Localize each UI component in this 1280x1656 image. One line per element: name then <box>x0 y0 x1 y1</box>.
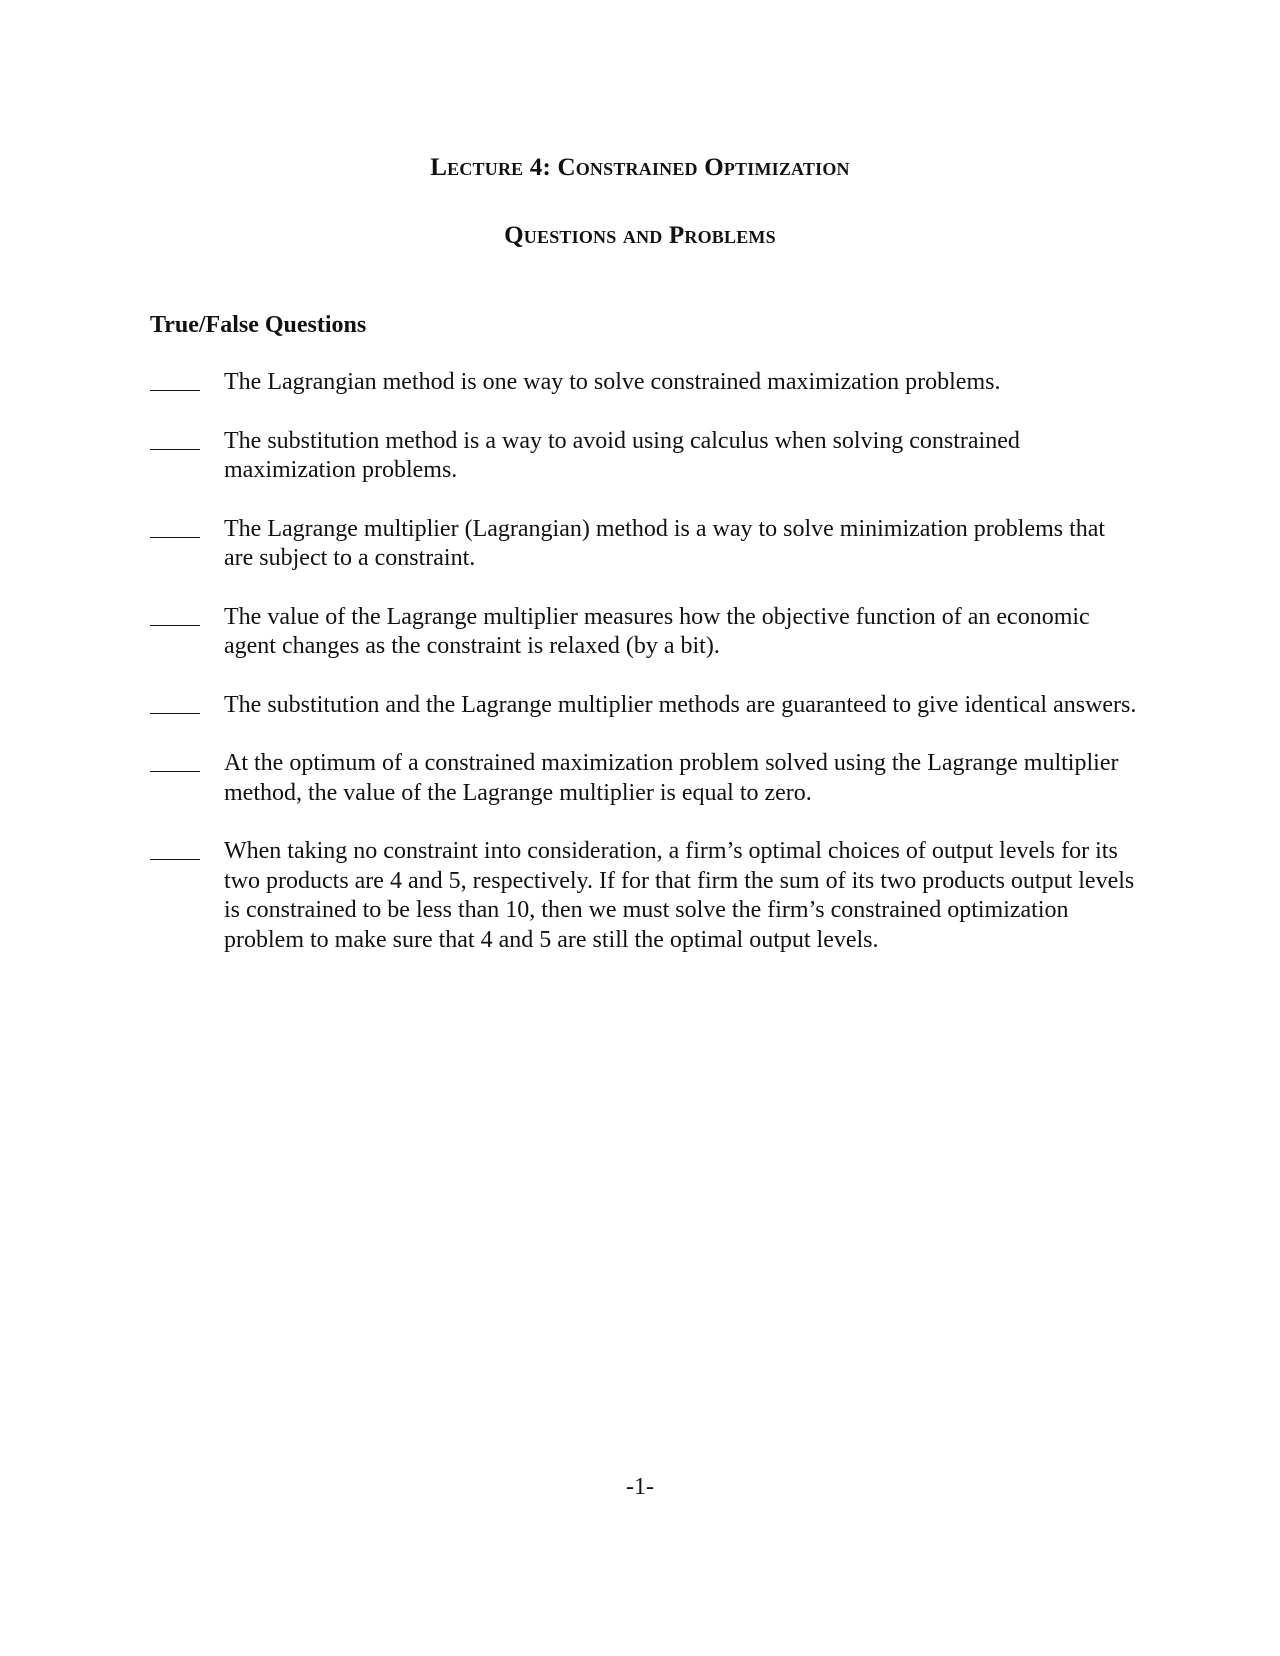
question-item-7 <box>150 837 1140 955</box>
question-text-1: The Lagrangian method is one way to solve constrained maximization problems. <box>224 369 1001 395</box>
question-item-5 <box>150 691 1140 721</box>
page-title: Lecture 4: Constrained Optimization <box>430 154 850 181</box>
answer-blank-6[interactable] <box>150 749 200 772</box>
answer-blank-4[interactable] <box>150 603 200 626</box>
question-text-5: The substitution and the Lagrange multiplier methods are guaranteed to give identical answers. <box>224 691 1137 718</box>
question-item-3 <box>150 515 1140 574</box>
question-item-1 <box>150 368 1140 398</box>
page-subtitle: Questions and Problems <box>504 222 776 249</box>
question-text-4: The value of the Lagrange multiplier measures how the objective function of an economic agent changes as the constraint is relaxed (by a bit). <box>224 603 1090 659</box>
question-item-4 <box>150 603 1140 662</box>
answer-blank-3[interactable] <box>150 515 200 538</box>
question-text-2: The substitution method is a way to avoid using calculus when solving constrained maximization problems. <box>224 427 1020 483</box>
question-text-6: At the optimum of a constrained maximization problem solved using the Lagrange multiplier method, the value of the Lagrange multiplier is equal to zero. <box>224 750 1119 806</box>
question-text-7: When taking no constraint into consideration, a firm’s optimal choices of output levels for its two products are 4 and 5, respectively. If for that firm the sum of its two products output levels is constrained to be less than 10, then we must solve the firm’s constrained optimization problem to make sure that 4 and 5 are still the optimal output levels. <box>224 838 1135 953</box>
answer-blank-5[interactable] <box>150 691 200 714</box>
answer-blank-7[interactable] <box>150 837 200 860</box>
question-item-2 <box>150 427 1140 486</box>
section-heading-true-false: True/False Questions <box>150 312 367 338</box>
answer-blank-2[interactable] <box>150 427 200 450</box>
question-list <box>150 368 1140 984</box>
question-text-3: The Lagrange multiplier (Lagrangian) method is a way to solve minimization problems that are subject to a constraint. <box>224 515 1106 571</box>
question-item-6 <box>150 749 1140 808</box>
page-number: -1- <box>626 1474 654 1500</box>
answer-blank-1[interactable] <box>150 368 200 391</box>
